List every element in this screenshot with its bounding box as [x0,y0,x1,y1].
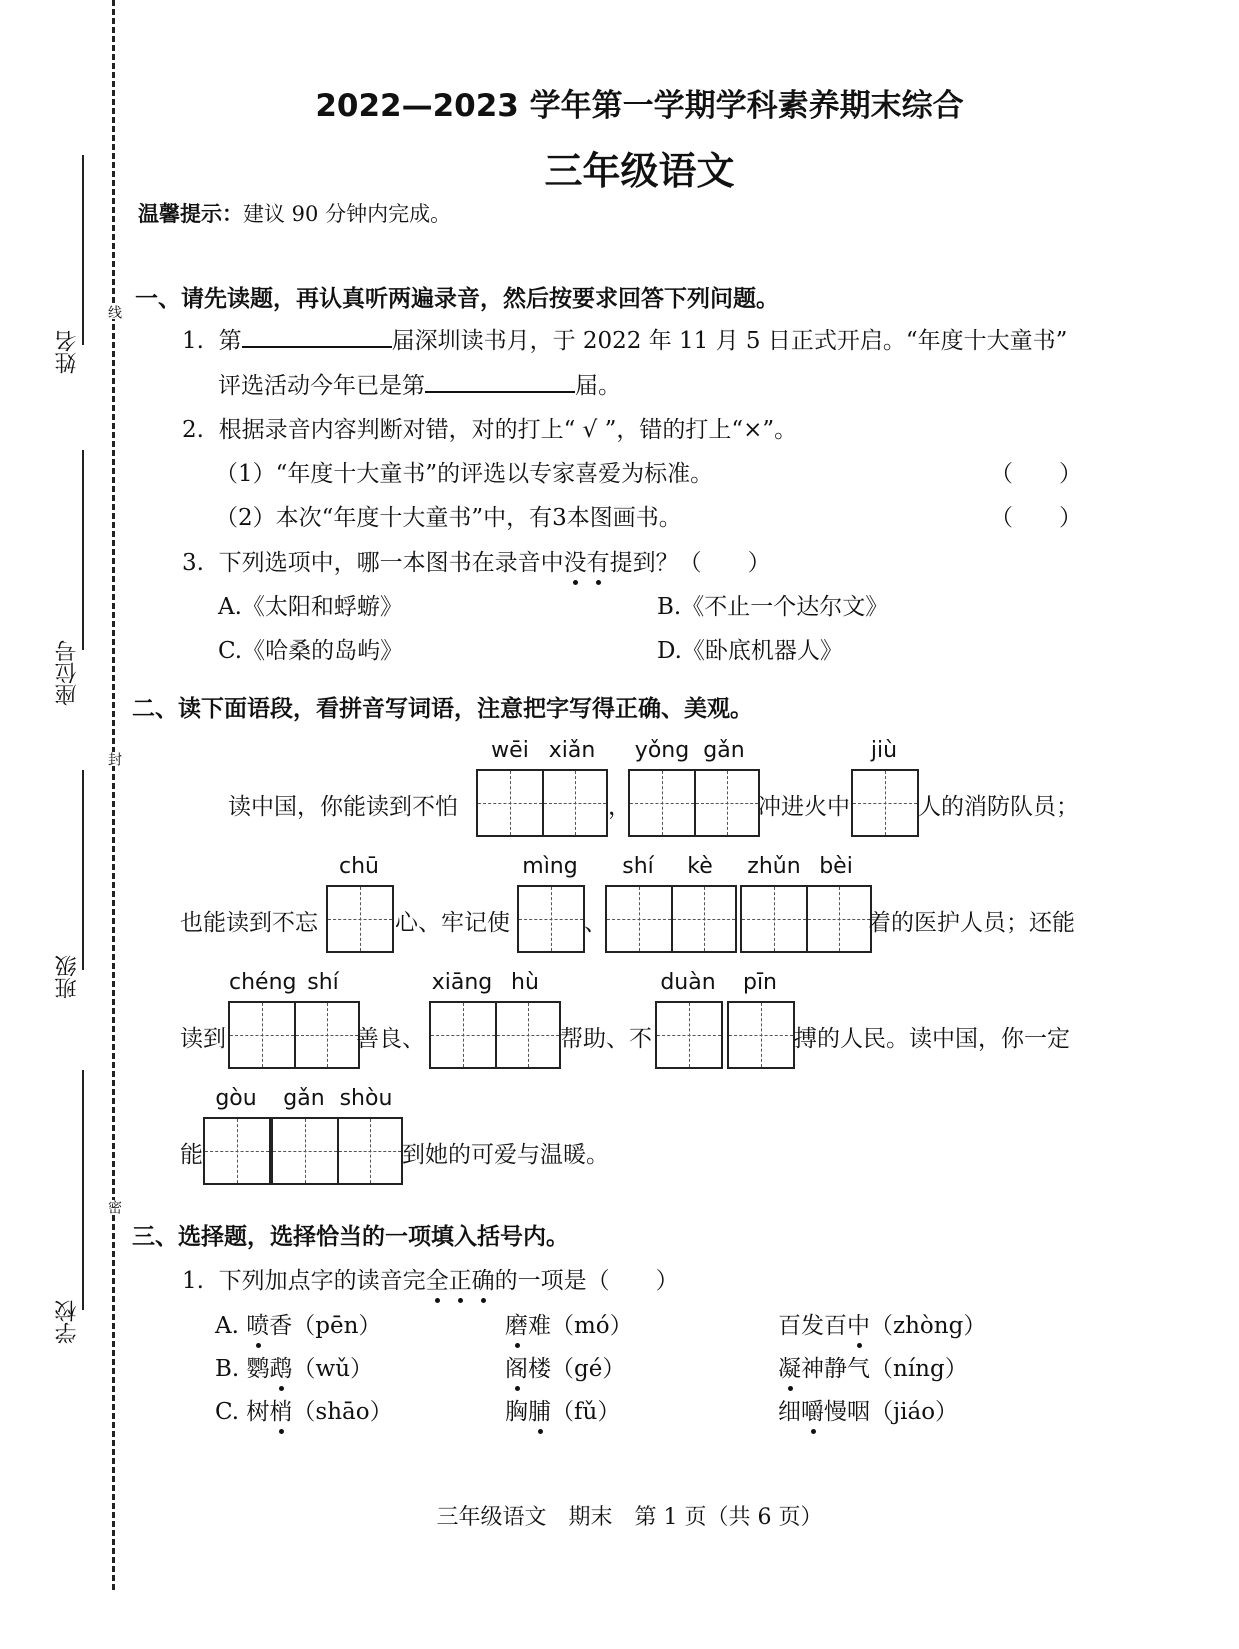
s3-option-c1[interactable] [215,1393,393,1426]
pinyin-hu: hù [511,970,539,995]
writing-box-ming[interactable] [517,885,585,953]
s3-a3-post: （zhòng） [870,1313,987,1339]
q1-blank-2[interactable] [425,371,575,393]
s3-option-c3 [778,1393,958,1426]
s3-c3-pre: 细 [778,1399,801,1425]
s3-b1-dot: 鹉 [270,1350,293,1383]
section1-heading: 一、请先读题，再认真听两遍录音，然后按要求回答下列问题。 [135,286,779,312]
q1-text-c: 评选活动今年已是第 [218,373,425,399]
q3-option-b[interactable]: B.《不止一个达尔文》 [657,594,889,620]
passage-3b: 善良、 [356,1026,425,1052]
q3-dot-char-2: 有 [587,544,610,577]
writing-box-duan[interactable] [655,1001,723,1069]
q3-option-a[interactable]: A.《太阳和蜉蝣》 [218,594,403,620]
passage-2d: 着的医护人员；还能 [868,910,1075,936]
class-field[interactable] [82,770,84,970]
s3-b3-post: 神静气（níng） [801,1356,968,1382]
pinyin-zhun: zhǔn [747,854,801,879]
pinyin-wei: wēi [491,738,529,763]
writing-box-chengshi[interactable] [228,1001,360,1069]
s1-q1-line2 [218,367,621,400]
s3-c2-pre: 胸 [505,1399,528,1425]
section3-heading: 三、选择题，选择恰当的一项填入括号内。 [132,1224,569,1250]
writing-box-ganshou[interactable] [271,1117,403,1185]
tip [138,198,451,228]
pinyin-ke: kè [687,854,713,879]
class-label: 班级 [55,955,80,999]
s3-option-a3 [778,1307,986,1340]
passage-4a: 能 [180,1142,203,1168]
s3-option-b2 [505,1350,625,1383]
writing-box-pin[interactable] [727,1001,795,1069]
s3-option-b3 [778,1350,968,1383]
passage-2a: 也能读到不忘 [180,910,318,936]
pinyin-shou: shòu [339,1086,393,1111]
school-label: 学校 [55,1300,80,1344]
s3-c1-post: （shāo） [292,1399,393,1425]
q3-option-c[interactable]: C.《哈桑的岛屿》 [218,638,404,664]
s3-q1-text-b: 的一项是（ ） [494,1268,679,1294]
q2-item-2-answer[interactable]: （ ） [990,505,1082,531]
s3-option-a1[interactable] [215,1307,381,1340]
s3-b3-dot: 凝 [778,1350,801,1383]
s3-option-b1[interactable] [215,1350,373,1383]
pinyin-xiang: xiāng [431,970,493,995]
s3-c2-dot: 脯 [528,1393,551,1426]
q1-text-b: 届深圳读书月，于 2022 年 11 月 5 日正式开启。“年度十大童书” [391,328,1068,354]
s3-q1-dot-1: 全 [426,1262,449,1295]
s3-a1-post: 香（pēn） [269,1313,382,1339]
passage-3a: 读到 [180,1026,226,1052]
binding-mark-secret: 密 [106,1200,122,1214]
writing-box-chu[interactable] [326,885,394,953]
s3-q1-text-a: 下列加点字的读音完 [218,1268,426,1294]
s3-b1-pre: B. 鹦 [215,1356,270,1382]
pinyin-ming: mìng [522,854,578,879]
q1-blank-1[interactable] [242,326,392,348]
section2-heading: 二、读下面语段，看拼音写词语，注意把字写得正确、美观。 [132,696,753,722]
q2-item-2: （2）本次“年度十大童书”中，有3本图画书。 [215,505,682,531]
s3-b2-post: 楼（gé） [528,1356,626,1382]
pinyin-cheng: chéng [229,970,297,995]
pinyin-gan2: gǎn [283,1086,325,1111]
q1-text-a: 第 [218,328,242,354]
s3-b2-dot: 阁 [505,1350,528,1383]
tip-text: 建议 90 分钟内完成。 [243,202,452,226]
writing-box-jiu[interactable] [851,769,919,837]
binding-mark-line: 线 [106,305,122,319]
seat-field[interactable] [82,450,84,650]
passage-1a: 读中国，你能读到不怕 [228,794,458,820]
page-footer: 三年级语文 期末 第 1 页（共 6 页） [436,1505,823,1530]
writing-box-xianghu[interactable] [429,1001,561,1069]
s3-a2-post: 难（mó） [528,1313,633,1339]
q3-option-d[interactable]: D.《卧底机器人》 [657,638,843,664]
s3-a3-dot: 中 [847,1307,870,1340]
s3-q1-dot-3: 确 [472,1262,495,1295]
q2-item-1: （1）“年度十大童书”的评选以专家喜爱为标准。 [215,461,714,487]
s3-q1-dot-2: 正 [449,1262,472,1295]
school-field[interactable] [82,1070,84,1310]
s1-q3 [182,544,771,577]
writing-box-gou[interactable] [203,1117,271,1185]
pinyin-duan: duàn [660,970,716,995]
s3-option-c2 [505,1393,620,1426]
s1-q1-line1 [182,322,1067,355]
pinyin-chu: chū [339,854,379,879]
s3-a1-pre: A. [215,1313,247,1339]
s3-b1-post: （wǔ） [292,1356,374,1382]
s3-a1-dot: 喷 [246,1307,269,1340]
pinyin-shi: shí [622,854,654,879]
seat-label: 座位号 [55,640,80,706]
name-label: 姓名 [55,330,80,374]
passage-1d: 人的消防队员； [918,794,1079,820]
q2-item-1-answer[interactable]: （ ） [990,461,1082,487]
writing-box-yonggan[interactable] [628,769,760,837]
writing-box-shike[interactable] [605,885,737,953]
s3-option-a2 [505,1307,633,1340]
exam-title: 2022—2023 学年第一学期学科素养期末综合 [315,88,964,124]
s3-a2-dot: 磨 [505,1307,528,1340]
s3-c1-pre: C. 树 [215,1399,270,1425]
s3-c1-dot: 梢 [269,1393,292,1426]
q3-text-b: 提到？（ ） [609,550,771,576]
s3-q1-number: 1. [182,1268,204,1294]
pinyin-jiu: jiù [870,738,898,763]
s3-a3-pre: 百发百 [778,1313,847,1339]
passage-2b: 心、牢记使 [395,910,510,936]
s3-q1 [182,1262,679,1295]
passage-3d: 搏的人民。读中国，你一定 [794,1026,1070,1052]
pinyin-pin: pīn [742,970,778,995]
q3-dot-char-1: 没 [564,544,587,577]
s1-q2 [182,411,797,444]
s3-c3-post: 慢咽（jiáo） [824,1399,959,1425]
pinyin-bei: bèi [819,854,853,879]
passage-1b: ， [608,794,631,820]
q1-text-d: 届。 [575,373,621,399]
writing-box-weixian[interactable] [476,769,608,837]
writing-box-zhunbei[interactable] [740,885,872,953]
q3-text-a: 下列选项中，哪一本图书在录音中 [218,550,564,576]
passage-3c: 帮助、不 [560,1026,652,1052]
passage-1c: 冲进火中 [758,794,850,820]
passage-4b: 到她的可爱与温暖。 [402,1142,609,1168]
q1-number: 1. [182,328,204,354]
exam-subtitle: 三年级语文 [544,149,735,193]
tip-label: 温馨提示： [138,202,243,226]
pinyin-gou: gòu [215,1086,257,1111]
q3-number: 3. [182,550,204,576]
passage-2c: 、 [584,910,607,936]
binding-mark-seal: 封 [106,752,122,766]
binding-dashed-line [112,0,115,1590]
pinyin-xian: xiǎn [548,738,596,763]
s3-c2-post: （fǔ） [551,1399,621,1425]
q2-text: 根据录音内容判断对错，对的打上“ √ ”，错的打上“×”。 [218,417,798,443]
pinyin-shi2: shí [307,970,339,995]
pinyin-yong: yǒng [634,738,690,763]
pinyin-gan: gǎn [703,738,745,763]
s3-c3-dot: 嚼 [801,1393,824,1426]
q2-number: 2. [182,417,204,443]
